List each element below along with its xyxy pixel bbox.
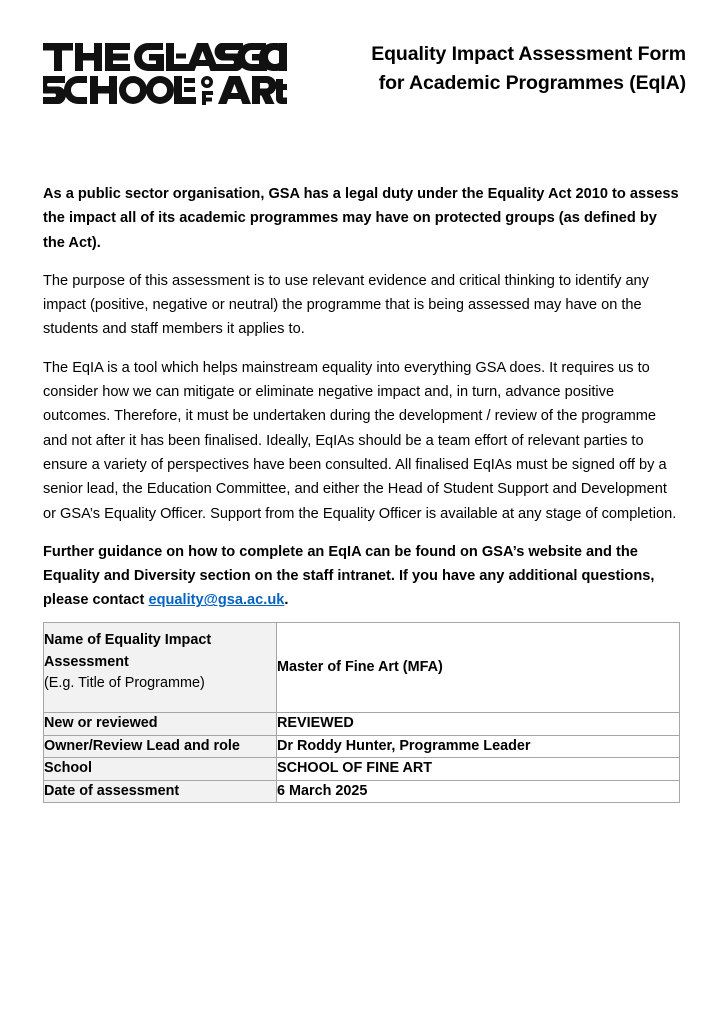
table-cell-label-name-of-eqia xyxy=(44,623,277,713)
table-cell-label-owner-review-lead: Owner/Review Lead and role xyxy=(44,735,277,758)
document-body xyxy=(43,182,682,613)
paragraph-further-guidance xyxy=(43,540,682,613)
table-cell-label-date-of-assessment: Date of assessment xyxy=(44,780,277,803)
equality-email-link[interactable]: equality@gsa.ac.uk xyxy=(148,592,285,609)
table-row xyxy=(44,713,680,736)
table-row xyxy=(44,780,680,803)
document-header xyxy=(0,40,724,120)
table-cell-value-date-of-assessment[interactable]: 6 March 2025 xyxy=(277,780,680,803)
table-row xyxy=(44,758,680,781)
table-cell-value-owner-review-lead[interactable]: Dr Roddy Hunter, Programme Leader xyxy=(277,735,680,758)
table-cell-label-school: School xyxy=(44,758,277,781)
table-cell-value-new-or-reviewed[interactable]: REVIEWED xyxy=(277,713,680,736)
assessment-info-table-wrapper xyxy=(43,622,680,803)
table-cell-value-school[interactable]: SCHOOL OF FINE ART xyxy=(277,758,680,781)
paragraph-tool-description: The EqIA is a tool which helps mainstream equality into everything GSA does. It requires us to consider how we can mitigate or eliminate negative impact and, in turn, advance positive outcomes. Therefore, it must be undertaken during the development / review of the programme and not after it has been finalised. Ideally, EqIAs should be a team effort of relevant parties to ensure a variety of perspectives have been consulted. All finalised EqIAs must be signed off by a senior lead, the Education Committee, and either the Head of Student Support and Development or GSA’s Equality Officer. Support from the Equality Officer is available at any stage of completion. xyxy=(43,359,677,522)
table-cell-label-new-or-reviewed: New or reviewed xyxy=(44,713,277,736)
guidance-text-after-link: . xyxy=(284,592,289,609)
gsa-logo xyxy=(43,40,293,105)
label-line-2: Assessment xyxy=(44,653,129,670)
page-title-line-2: for Academic Programmes (EqIA) xyxy=(378,72,686,94)
label-note: (E.g. Title of Programme) xyxy=(44,675,205,691)
assessment-info-table xyxy=(43,622,680,803)
label-line-1: Name of Equality Impact xyxy=(44,632,212,648)
paragraph-purpose: The purpose of this assessment is to use relevant evidence and critical thinking to identify any impact (positive, negative or neutral) the programme that is being assessed may have on the students and staff members it applies to. xyxy=(43,272,649,338)
table-row xyxy=(44,735,680,758)
guidance-text-before-link: Further guidance on how to complete an EqIA can be found on GSA’s website and the Equality and Diversity section on the staff intranet. If you have any additional questions, please contact xyxy=(43,543,655,609)
page-title xyxy=(293,40,724,98)
table-cell-value-name-of-eqia[interactable]: Master of Fine Art (MFA) xyxy=(277,623,680,713)
page-title-line-1: Equality Impact Assessment Form xyxy=(371,43,686,65)
gsa-logo-icon xyxy=(43,43,287,105)
paragraph-legal-duty: As a public sector organisation, GSA has a legal duty under the Equality Act 2010 to assess the impact all of its academic programmes may have on protected groups (as defined by the Act). xyxy=(43,186,679,251)
table-row xyxy=(44,623,680,713)
